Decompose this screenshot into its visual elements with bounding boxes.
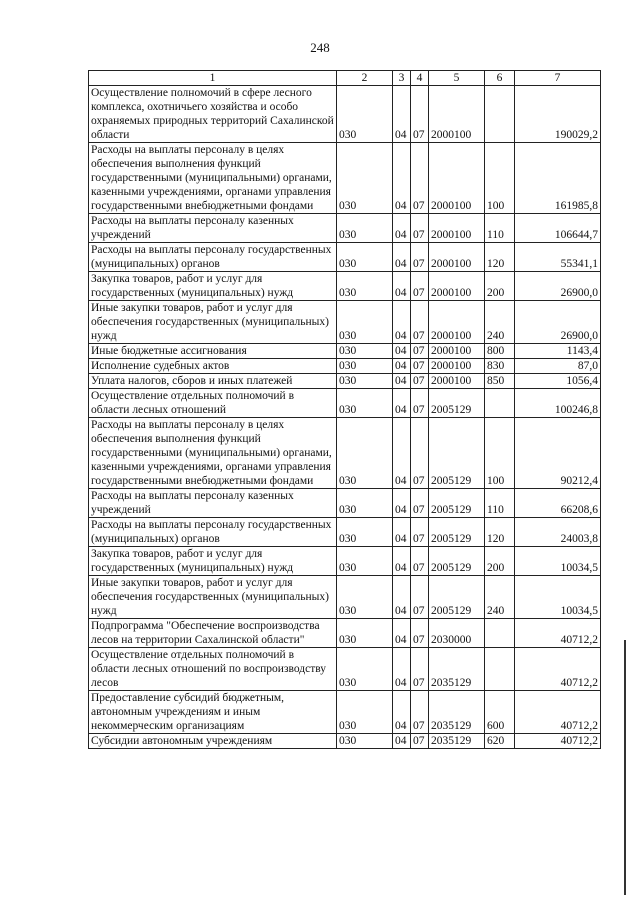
subsection-code-cell: 07	[411, 648, 429, 691]
admin-code-cell: 030	[337, 301, 393, 344]
budget-table	[88, 70, 601, 749]
expense-type-cell: 120	[485, 518, 515, 547]
expense-type-cell	[485, 86, 515, 143]
row-name-cell: Закупка товаров, работ и услуг для государственных (муниципальных) нужд	[89, 547, 337, 576]
target-article-cell: 2005129	[429, 547, 485, 576]
amount-cell: 90212,4	[515, 418, 601, 489]
admin-code-cell: 030	[337, 143, 393, 214]
row-name-cell: Закупка товаров, работ и услуг для государственных (муниципальных) нужд	[89, 272, 337, 301]
subsection-code-cell: 07	[411, 389, 429, 418]
amount-cell: 190029,2	[515, 86, 601, 143]
subsection-code-cell: 07	[411, 86, 429, 143]
subsection-code-cell: 07	[411, 374, 429, 389]
section-code-cell: 04	[393, 86, 411, 143]
section-code-cell: 04	[393, 243, 411, 272]
table-row	[89, 547, 601, 576]
subsection-code-cell: 07	[411, 214, 429, 243]
row-name-cell: Иные бюджетные ассигнования	[89, 344, 337, 359]
expense-type-cell: 200	[485, 272, 515, 301]
admin-code-cell: 030	[337, 214, 393, 243]
header-col-4: 4	[411, 71, 429, 86]
expense-type-cell: 200	[485, 547, 515, 576]
expense-type-cell: 100	[485, 418, 515, 489]
expense-type-cell: 600	[485, 691, 515, 734]
amount-cell: 55341,1	[515, 243, 601, 272]
row-name-cell: Иные закупки товаров, работ и услуг для обеспечения государственных (муниципальных) нужд	[89, 301, 337, 344]
subsection-code-cell: 07	[411, 489, 429, 518]
row-name-cell: Предоставление субсидий бюджетным, автономным учреждениям и иным некоммерческим организациям	[89, 691, 337, 734]
expense-type-cell: 100	[485, 143, 515, 214]
table-row	[89, 86, 601, 143]
subsection-code-cell: 07	[411, 518, 429, 547]
header-row	[89, 71, 601, 86]
target-article-cell: 2000100	[429, 243, 485, 272]
expense-type-cell: 240	[485, 301, 515, 344]
admin-code-cell: 030	[337, 518, 393, 547]
target-article-cell: 2000100	[429, 301, 485, 344]
subsection-code-cell: 07	[411, 619, 429, 648]
amount-cell: 40712,2	[515, 691, 601, 734]
amount-cell: 87,0	[515, 359, 601, 374]
page-number: 248	[310, 40, 330, 55]
amount-cell: 106644,7	[515, 214, 601, 243]
table-row	[89, 389, 601, 418]
section-code-cell: 04	[393, 272, 411, 301]
subsection-code-cell: 07	[411, 734, 429, 749]
target-article-cell: 2005129	[429, 576, 485, 619]
section-code-cell: 04	[393, 374, 411, 389]
section-code-cell: 04	[393, 576, 411, 619]
header-col-7: 7	[515, 71, 601, 86]
row-name-cell: Осуществление отдельных полномочий в области лесных отношений	[89, 389, 337, 418]
section-code-cell: 04	[393, 301, 411, 344]
section-code-cell: 04	[393, 418, 411, 489]
row-name-cell: Исполнение судебных актов	[89, 359, 337, 374]
header-col-3: 3	[393, 71, 411, 86]
target-article-cell: 2035129	[429, 734, 485, 749]
subsection-code-cell: 07	[411, 143, 429, 214]
target-article-cell: 2000100	[429, 86, 485, 143]
table-row	[89, 518, 601, 547]
row-name-cell: Уплата налогов, сборов и иных платежей	[89, 374, 337, 389]
amount-cell: 1056,4	[515, 374, 601, 389]
admin-code-cell: 030	[337, 576, 393, 619]
target-article-cell: 2030000	[429, 619, 485, 648]
table-row	[89, 272, 601, 301]
expense-type-cell: 620	[485, 734, 515, 749]
section-code-cell: 04	[393, 489, 411, 518]
table-row	[89, 619, 601, 648]
row-name-cell: Расходы на выплаты персоналу казенных учреждений	[89, 214, 337, 243]
admin-code-cell: 030	[337, 86, 393, 143]
expense-type-cell: 110	[485, 489, 515, 518]
admin-code-cell: 030	[337, 389, 393, 418]
target-article-cell: 2000100	[429, 272, 485, 301]
admin-code-cell: 030	[337, 374, 393, 389]
row-name-cell: Иные закупки товаров, работ и услуг для обеспечения государственных (муниципальных) нужд	[89, 576, 337, 619]
row-name-cell: Расходы на выплаты персоналу государственных (муниципальных) органов	[89, 518, 337, 547]
subsection-code-cell: 07	[411, 344, 429, 359]
subsection-code-cell: 07	[411, 272, 429, 301]
subsection-code-cell: 07	[411, 301, 429, 344]
section-code-cell: 04	[393, 691, 411, 734]
table-row	[89, 143, 601, 214]
section-code-cell: 04	[393, 344, 411, 359]
row-name-cell: Субсидии автономным учреждениям	[89, 734, 337, 749]
admin-code-cell: 030	[337, 418, 393, 489]
row-name-cell: Расходы на выплаты персоналу в целях обеспечения выполнения функций государственными (муниципальными) органами, казенными учреждениями, органами управления государственными внебюджетными фондами	[89, 418, 337, 489]
section-code-cell: 04	[393, 389, 411, 418]
header-col-1: 1	[89, 71, 337, 86]
table-row	[89, 576, 601, 619]
table-row	[89, 344, 601, 359]
amount-cell: 24003,8	[515, 518, 601, 547]
row-name-cell: Осуществление полномочий в сфере лесного комплекса, охотничьего хозяйства и особо охраняемых природных территорий Сахалинской области	[89, 86, 337, 143]
row-name-cell: Расходы на выплаты персоналу казенных учреждений	[89, 489, 337, 518]
admin-code-cell: 030	[337, 547, 393, 576]
target-article-cell: 2000100	[429, 143, 485, 214]
subsection-code-cell: 07	[411, 418, 429, 489]
table-row	[89, 418, 601, 489]
admin-code-cell: 030	[337, 344, 393, 359]
table-row	[89, 301, 601, 344]
target-article-cell: 2000100	[429, 374, 485, 389]
table-row	[89, 489, 601, 518]
row-name-cell: Подпрограмма "Обеспечение воспроизводства лесов на территории Сахалинской области"	[89, 619, 337, 648]
table-row	[89, 648, 601, 691]
amount-cell: 26900,0	[515, 272, 601, 301]
target-article-cell: 2000100	[429, 214, 485, 243]
table-row	[89, 359, 601, 374]
subsection-code-cell: 07	[411, 243, 429, 272]
amount-cell: 10034,5	[515, 547, 601, 576]
admin-code-cell: 030	[337, 734, 393, 749]
expense-type-cell: 850	[485, 374, 515, 389]
target-article-cell: 2035129	[429, 691, 485, 734]
subsection-code-cell: 07	[411, 576, 429, 619]
admin-code-cell: 030	[337, 359, 393, 374]
table-row	[89, 374, 601, 389]
target-article-cell: 2005129	[429, 518, 485, 547]
subsection-code-cell: 07	[411, 691, 429, 734]
scan-edge-line	[624, 640, 626, 895]
section-code-cell: 04	[393, 547, 411, 576]
admin-code-cell: 030	[337, 691, 393, 734]
section-code-cell: 04	[393, 619, 411, 648]
section-code-cell: 04	[393, 143, 411, 214]
admin-code-cell: 030	[337, 272, 393, 301]
amount-cell: 66208,6	[515, 489, 601, 518]
table-row	[89, 214, 601, 243]
amount-cell: 100246,8	[515, 389, 601, 418]
admin-code-cell: 030	[337, 489, 393, 518]
amount-cell: 40712,2	[515, 648, 601, 691]
subsection-code-cell: 07	[411, 547, 429, 576]
expense-type-cell: 830	[485, 359, 515, 374]
section-code-cell: 04	[393, 359, 411, 374]
target-article-cell: 2005129	[429, 489, 485, 518]
amount-cell: 40712,2	[515, 619, 601, 648]
expense-type-cell	[485, 619, 515, 648]
amount-cell: 26900,0	[515, 301, 601, 344]
section-code-cell: 04	[393, 214, 411, 243]
expense-type-cell	[485, 648, 515, 691]
table-row	[89, 691, 601, 734]
expense-type-cell: 120	[485, 243, 515, 272]
expense-type-cell: 240	[485, 576, 515, 619]
row-name-cell: Расходы на выплаты персоналу в целях обеспечения выполнения функций государственными (муниципальными) органами, казенными учреждениями, органами управления государственными внебюджетными фондами	[89, 143, 337, 214]
expense-type-cell	[485, 389, 515, 418]
row-name-cell: Расходы на выплаты персоналу государственных (муниципальных) органов	[89, 243, 337, 272]
expense-type-cell: 800	[485, 344, 515, 359]
row-name-cell: Осуществление отдельных полномочий в области лесных отношений по воспроизводству лесов	[89, 648, 337, 691]
target-article-cell: 2035129	[429, 648, 485, 691]
target-article-cell: 2000100	[429, 359, 485, 374]
target-article-cell: 2005129	[429, 389, 485, 418]
table-body	[89, 86, 601, 749]
amount-cell: 1143,4	[515, 344, 601, 359]
section-code-cell: 04	[393, 518, 411, 547]
header-col-2: 2	[337, 71, 393, 86]
admin-code-cell: 030	[337, 619, 393, 648]
amount-cell: 40712,2	[515, 734, 601, 749]
header-col-5: 5	[429, 71, 485, 86]
header-col-6: 6	[485, 71, 515, 86]
admin-code-cell: 030	[337, 648, 393, 691]
amount-cell: 161985,8	[515, 143, 601, 214]
table-row	[89, 243, 601, 272]
section-code-cell: 04	[393, 648, 411, 691]
subsection-code-cell: 07	[411, 359, 429, 374]
expense-type-cell: 110	[485, 214, 515, 243]
section-code-cell: 04	[393, 734, 411, 749]
target-article-cell: 2000100	[429, 344, 485, 359]
admin-code-cell: 030	[337, 243, 393, 272]
table-row	[89, 734, 601, 749]
amount-cell: 10034,5	[515, 576, 601, 619]
target-article-cell: 2005129	[429, 418, 485, 489]
